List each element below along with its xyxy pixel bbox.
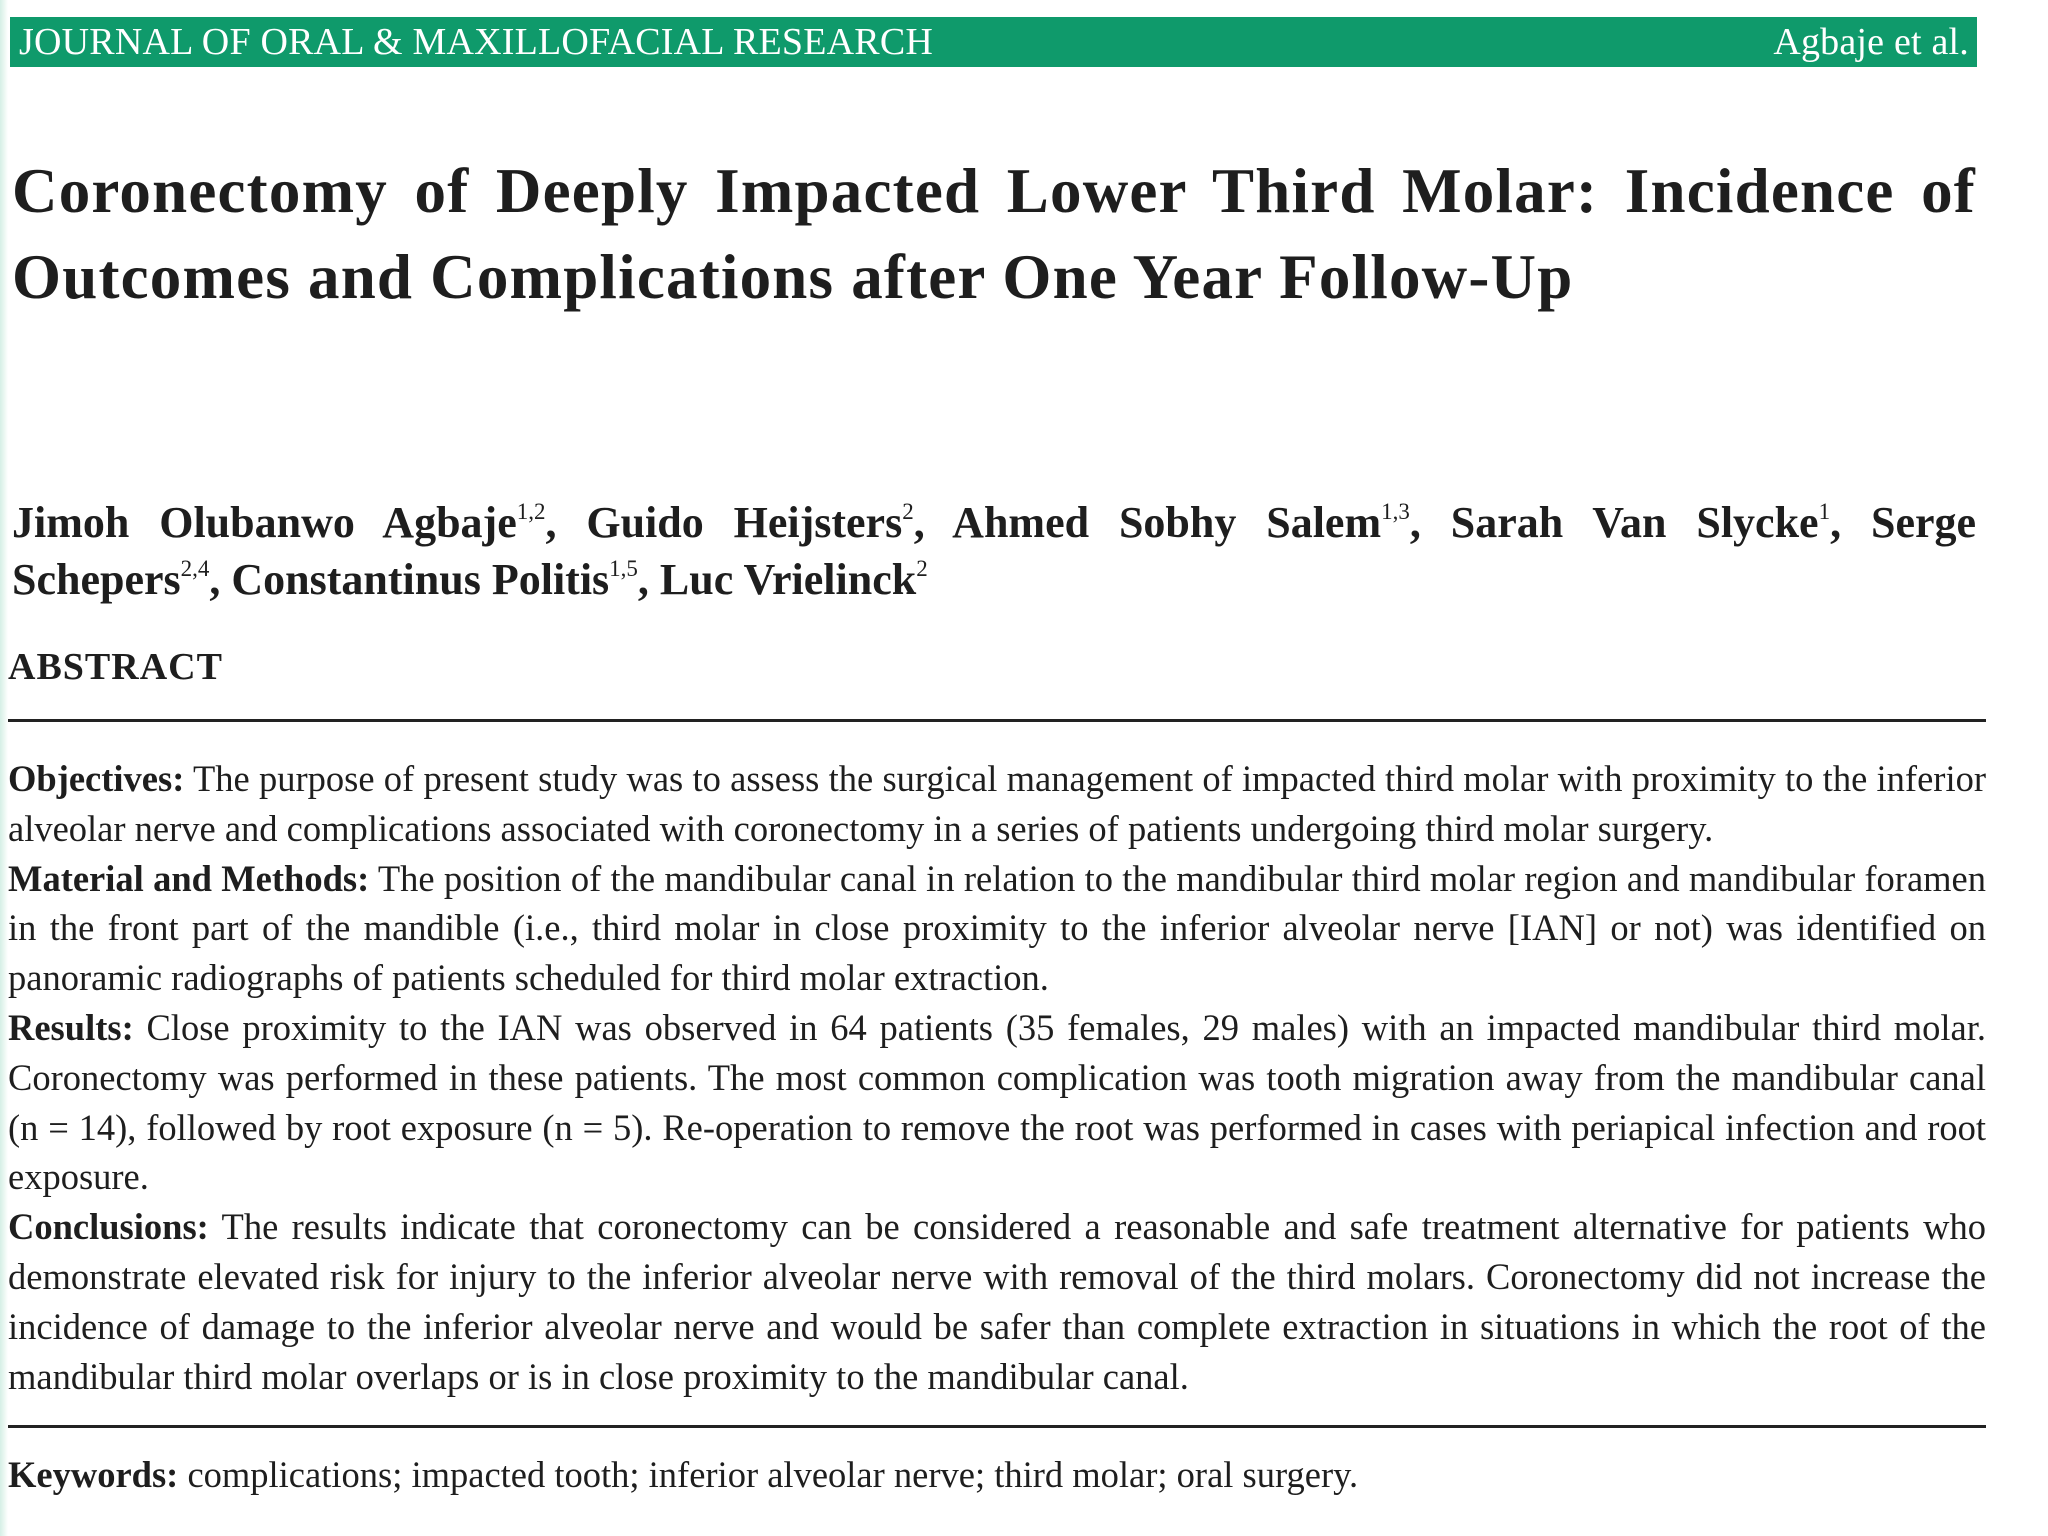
author-separator: , [545, 498, 587, 547]
author-item [952, 498, 1451, 547]
section-text: Close proximity to the IAN was observed in 64 patients (35 females, 29 males) with an impacted mandibular third molar. Coronectomy was performed in these patients. The most common complication was tooth migration away from the mandibular canal (n = 14), followed by root exposure (n = 5). Re-operation to remove the root was performed in cases with periapical infection and root exposure. [8, 1006, 1986, 1198]
author-separator: , [209, 555, 232, 604]
author-separator: , [913, 498, 953, 547]
abstract-top-rule [8, 719, 1986, 722]
section-text: The results indicate that coronectomy can be considered a reasonable and safe treatment alternative for patients who demonstrate elevated risk for injury to the inferior alveolar nerve with removal of the third molars. Coronectomy did not increase the incidence of damage to the inferior alveolar nerve and would be safer than complete extraction in situations in which the root of the mandibular third molar overlaps or is in close proximity to the mandibular canal. [8, 1206, 1986, 1397]
author-affiliation: 2 [916, 556, 928, 581]
section-label: Objectives: [8, 758, 185, 799]
page-edge-shadow [0, 0, 8, 1536]
author-item [1451, 498, 1871, 547]
author-name: Guido Heijsters [586, 498, 903, 547]
journal-name: JOURNAL OF ORAL & MAXILLOFACIAL RESEARCH [19, 21, 934, 63]
author-affiliation: 2,4 [180, 556, 210, 581]
author-separator: , [1409, 498, 1451, 547]
section-label: Results: [8, 1006, 134, 1048]
section-label: Conclusions: [8, 1206, 209, 1248]
keywords-text: complications; impacted tooth; inferior alveolar nerve; third molar; oral surgery. [178, 1454, 1359, 1495]
running-author: Agbaje et al. [1773, 21, 1969, 63]
author-item [660, 555, 928, 604]
author-affiliation: 1,3 [1381, 499, 1410, 524]
abstract-results [8, 1003, 1986, 1202]
section-text: The position of the mandibular canal in relation to the mandibular third molar region and mandibular foramen in the front part of the mandible (i.e., third molar in close proximity to the inferior alveolar nerve [IAN] or not) was identified on panoramic radiographs of patients scheduled for third molar extraction. [8, 857, 1987, 999]
keywords [8, 1450, 1986, 1500]
author-name: Luc Vrielinck [659, 555, 917, 604]
abstract-objectives [8, 754, 1986, 854]
author-affiliation: 1 [1818, 499, 1831, 524]
journal-header-band [10, 17, 1977, 67]
author-affiliation: 1,5 [609, 556, 638, 581]
author-name: Constantinus Politis [231, 555, 610, 604]
author-separator: , [637, 555, 660, 604]
author-name: Serge Schepers [12, 498, 1977, 604]
article-title: Coronectomy of Deeply Impacted Lower Third Molar: Incidence of Outcomes and Complications after One Year Follow-Up [12, 156, 1976, 312]
abstract-body [8, 754, 1986, 1401]
author-name: Ahmed Sobhy Salem [952, 498, 1382, 547]
author-affiliation: 2 [902, 499, 914, 524]
section-text: The purpose of present study was to assess the surgical management of impacted third molar with proximity to the inferior alveolar nerve and complications associated with coronectomy in a series of patients undergoing third molar surgery. [8, 758, 1986, 849]
author-name: Sarah Van Slycke [1450, 498, 1819, 547]
author-affiliation: 1,2 [516, 499, 546, 524]
author-name: Jimoh Olubanwo Agbaje [12, 498, 517, 547]
abstract-methods [8, 854, 1986, 1003]
abstract-bottom-rule [8, 1425, 1986, 1428]
keywords-label: Keywords: [8, 1454, 179, 1495]
author-item [12, 498, 586, 547]
abstract-conclusions [8, 1202, 1986, 1401]
section-label: Material and Methods: [8, 857, 370, 899]
abstract-heading: ABSTRACT [8, 646, 223, 688]
author-item [231, 555, 660, 604]
author-item [586, 498, 952, 547]
author-separator: , [1830, 498, 1871, 547]
author-list [12, 494, 1976, 608]
